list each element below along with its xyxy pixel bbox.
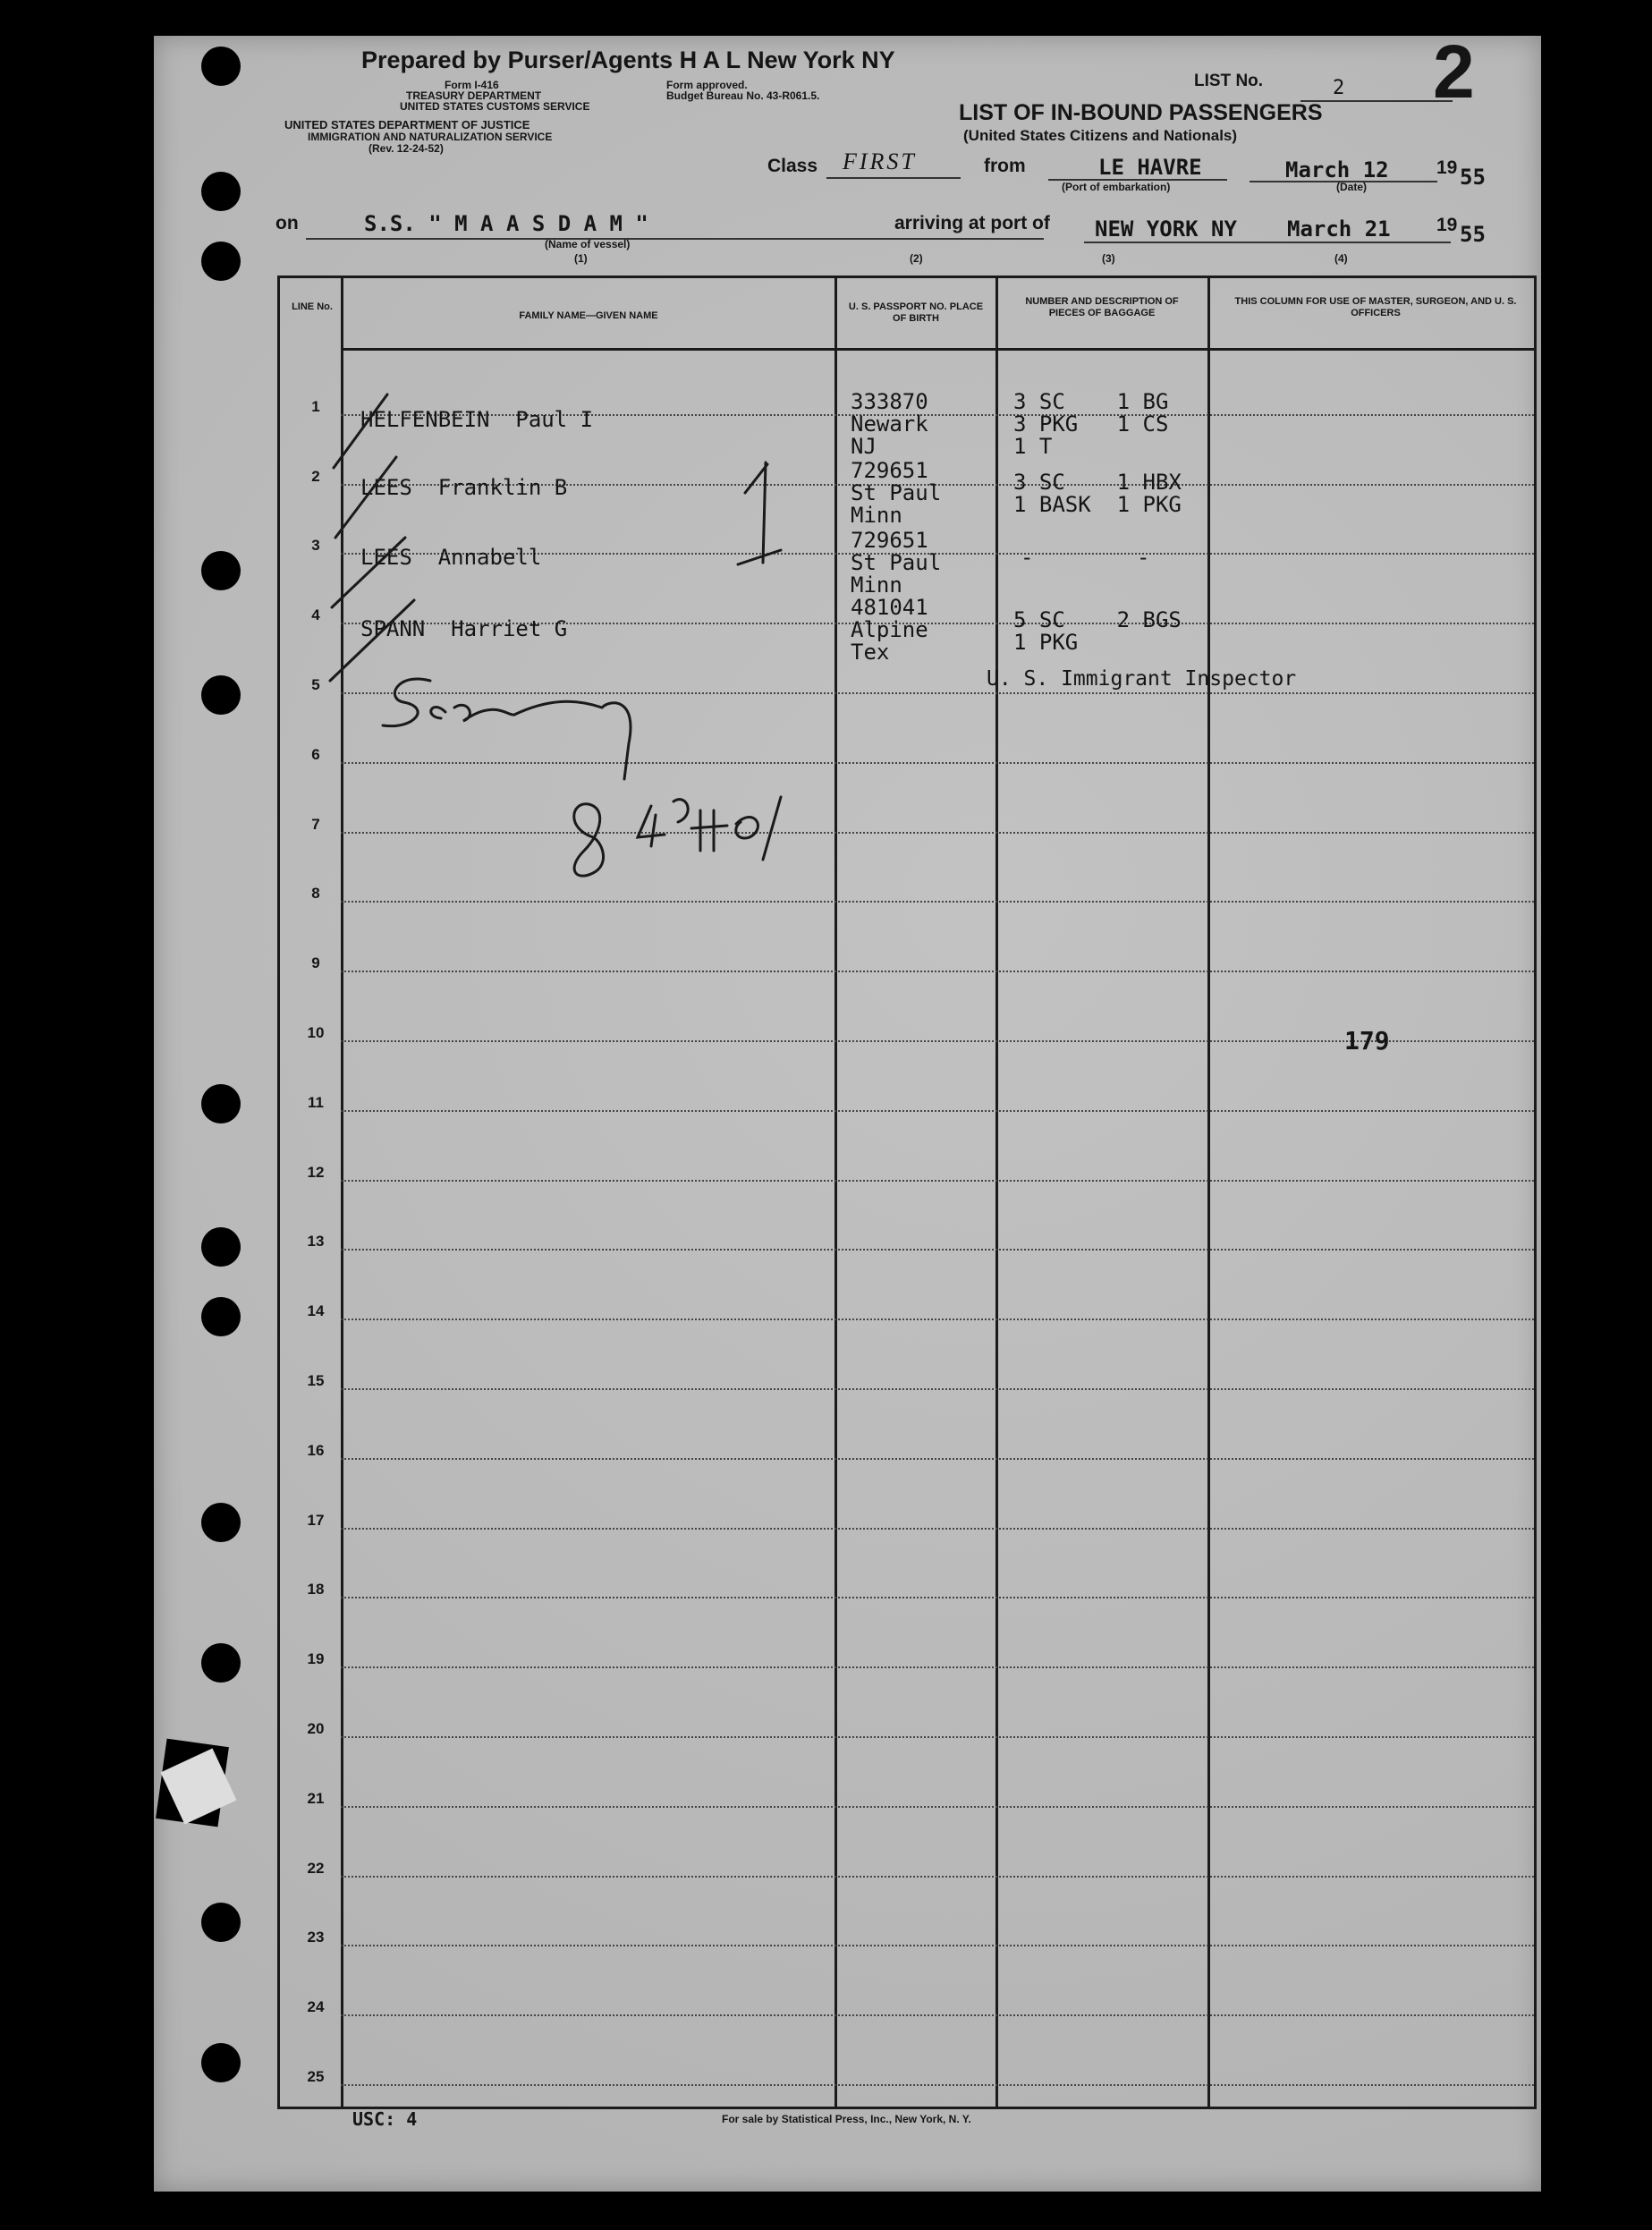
header-officers: THIS COLUMN FOR USE OF MASTER, SURGEON, AND U. S. OFFICERS [1234,296,1517,318]
arrival-year-prefix: 19 [1436,215,1458,235]
handwritten-i-mark [738,462,781,564]
line-number: 3 [311,537,320,555]
baggage-line: - - [1021,545,1150,570]
line-number: 16 [307,1441,325,1459]
binder-hole [201,1084,241,1123]
passport-number: 333870 [851,389,928,414]
departure-year-prefix: 19 [1436,157,1458,178]
budget-bureau: Budget Bureau No. 43-R061.5. [666,89,820,102]
line-number: 19 [307,1650,325,1668]
binder-hole [201,1227,241,1267]
binder-hole [201,1643,241,1683]
date-caption: (Date) [1336,181,1368,193]
customs-service: UNITED STATES CUSTOMS SERVICE [400,100,590,113]
passenger-name: LEES Franklin B [360,475,568,500]
header-baggage: NUMBER AND DESCRIPTION OF PIECES OF BAGGAGE [1025,296,1179,318]
header-passport: U. S. PASSPORT NO. PLACE OF BIRTH [848,301,984,324]
column-caption-2: (2) [910,252,923,265]
birth-state: Minn [851,572,902,598]
line-number: 23 [307,1929,325,1946]
column-caption-3: (3) [1102,252,1115,265]
justice-dept: UNITED STATES DEPARTMENT OF JUSTICE [284,118,530,131]
line-number: 21 [307,1789,325,1807]
header-family-name: FAMILY NAME—GIVEN NAME [519,310,658,321]
on-label: on [275,213,299,233]
passport-number: 729651 [851,528,928,553]
binder-hole [201,172,241,211]
line-number: 1 [311,397,320,415]
line-number: 5 [311,676,320,693]
birth-state: Minn [851,503,902,528]
stamp-number: 179 [1344,1026,1390,1056]
baggage-line: 5 SC 2 BGS [1013,607,1182,632]
ins-service: IMMIGRATION AND NATURALIZATION SERVICE [308,131,553,143]
port-caption: (Port of embarkation) [1062,181,1171,193]
birth-state: Tex [851,640,890,665]
baggage-line: 3 SC 1 BG [1013,389,1169,414]
line-number: 24 [307,1998,325,2016]
handwritten-marks [280,278,1539,2112]
binder-hole [201,47,241,86]
line-number: 15 [307,1372,325,1389]
arrival-year-suffix: 55 [1460,222,1486,247]
birth-city: St Paul [851,550,942,575]
line-number: 9 [311,954,320,972]
birth-city: Alpine [851,617,928,642]
line-number: 14 [307,1302,325,1320]
line-number: 7 [311,815,320,833]
passport-number: 481041 [851,595,928,620]
vessel-caption: (Name of vessel) [545,238,631,250]
header-line-no: LINE No. [292,301,333,312]
document-subtitle: (United States Citizens and Nationals) [963,127,1238,144]
binder-hole [201,1903,241,1942]
list-no-underline [1300,100,1453,102]
baggage-line: 1 T [1013,434,1053,459]
baggage-line: 3 PKG 1 CS [1013,411,1169,437]
binder-hole [201,242,241,281]
printer-credit: For sale by Statistical Press, Inc., New York, N. Y. [722,2113,971,2125]
list-no-small: 2 [1333,77,1345,99]
line-number: 11 [308,1093,324,1111]
line-number: 12 [307,1163,325,1181]
class-label: Class [767,156,818,176]
line-number: 4 [311,606,320,624]
arrival-date: March 21 [1287,216,1391,242]
binder-hole [201,2043,241,2082]
baggage-line: 1 BASK 1 PKG [1013,492,1182,517]
baggage-line: 1 PKG [1013,630,1079,655]
treasury-dept: TREASURY DEPARTMENT [406,89,542,102]
line-number: 6 [311,745,320,763]
line-number: 25 [307,2068,325,2085]
form-approved: Form approved. [666,79,748,91]
departure-year-suffix: 55 [1460,165,1486,190]
departure-date: March 12 [1285,157,1389,182]
handwritten-eight [574,804,604,876]
check-marks [330,394,414,681]
inspector-stamp: U. S. Immigrant Inspector [987,667,1297,691]
line-number: 13 [307,1233,325,1251]
prepared-by-line: Prepared by Purser/Agents H A L New York NY [361,47,895,73]
binder-hole [201,1297,241,1336]
port-embarkation: LE HAVRE [1098,155,1202,180]
from-label: from [984,156,1026,176]
binder-hole [201,675,241,715]
line-number: 18 [307,1581,325,1598]
line-number: 10 [307,1024,325,1041]
handwritten-number [691,797,781,860]
handwritten-fraction [638,800,688,846]
usc-code: USC: 4 [352,2108,418,2130]
class-underline [826,177,961,179]
arriving-label: arriving at port of [894,213,1050,233]
form-number: Form I-416 [445,79,499,91]
line-number: 17 [307,1511,325,1529]
line-number: 20 [307,1720,325,1737]
passenger-name: HELFENBEIN Paul I [360,407,594,432]
list-no-big: 2 [1433,30,1475,114]
passenger-name: SPANN Harriet G [360,616,568,641]
passport-number: 729651 [851,458,928,483]
birth-city: Newark [851,411,928,437]
passenger-table [277,276,1537,2109]
column-caption-1: (1) [574,252,588,265]
birth-state: NJ [851,434,877,459]
birth-city: St Paul [851,480,942,505]
column-caption-4: (4) [1334,252,1348,265]
passenger-name: LEES Annabell [360,545,542,570]
revision: (Rev. 12-24-52) [369,142,444,155]
line-number: 22 [307,1859,325,1877]
arrival-underline [1084,242,1451,243]
list-no-label: LIST No. [1194,72,1264,90]
baggage-line: 3 SC 1 HBX [1013,470,1182,495]
binder-hole [201,1503,241,1542]
arrival-port: NEW YORK NY [1095,216,1237,242]
handwritten-initials [383,679,631,779]
vessel-underline [306,238,1044,240]
vessel-name: S.S. " M A A S D A M " [364,211,648,236]
line-number: 8 [311,885,320,903]
manifest-page [154,30,1541,2192]
document-title: LIST OF IN-BOUND PASSENGERS [959,100,1323,125]
binder-hole [201,551,241,590]
line-number: 2 [311,467,320,485]
class-value: FIRST [843,148,917,174]
